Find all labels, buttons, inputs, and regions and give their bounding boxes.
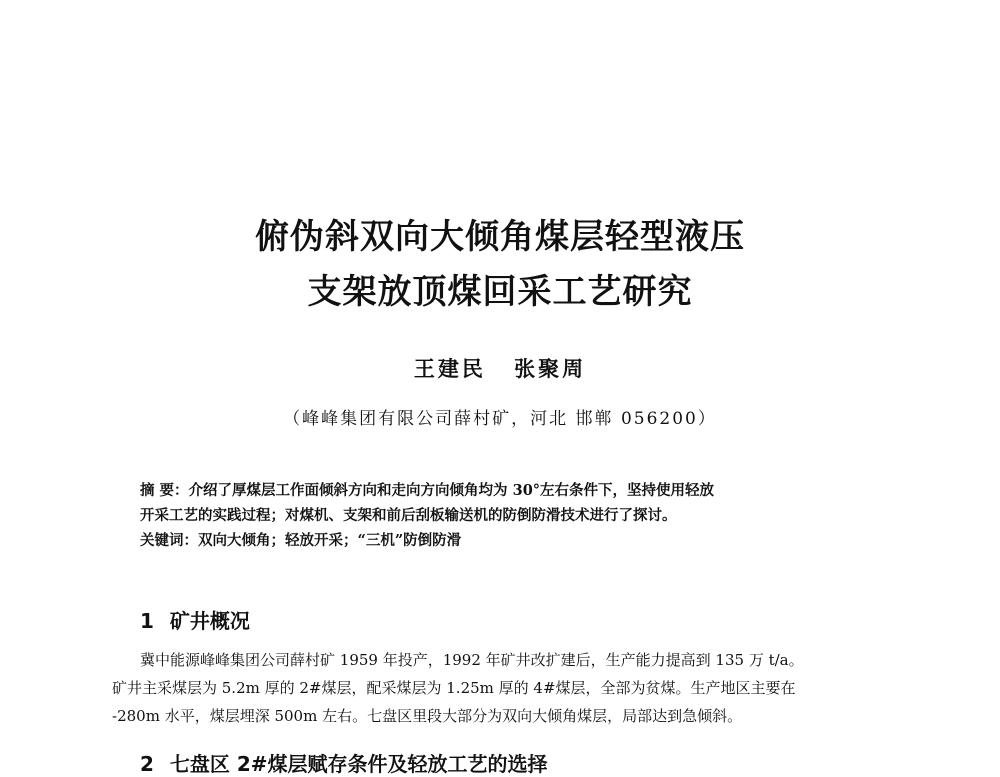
body-text-line-1: 冀中能源峰峰集团公司薛村矿 1959 年投产，1992 年矿井改扩建后，生产能力提高到 135 万 t/a。 [140,651,804,669]
keywords-text: 双向大倾角；轻放开采；“三机”防倒防滑 [198,532,462,549]
section-1-number: 1 [140,609,154,633]
keywords-label: 关键词： [140,533,198,549]
affiliation: （峰峰集团有限公司薛村矿，河北 邯郸 056200） [283,409,717,429]
authors: 王建民 张聚周 [413,356,587,381]
section-1-heading [140,605,250,634]
section-2-title: 七盘区 2#煤层赋存条件及轻放工艺的选择 [169,752,548,776]
body-text-line-3: -280m 水平，煤层埋深 500m 左右。七盘区里段大部分为双向大倾角煤层，局部达到急倾斜。 [112,707,743,725]
abstract-line-1 [140,478,880,504]
abstract-label: 摘 要： [140,483,189,499]
abstract-text-1: 介绍了厚煤层工作面倾斜方向和走向方向倾角均为 30°左右条件下，坚持使用轻放 [188,482,715,499]
keywords [140,528,880,554]
section-1-title: 矿井概况 [169,609,250,633]
body-text-line-2: 矿井主采煤层为 5.2m 厚的 2#煤层，配采煤层为 1.25m 厚的 4#煤层，全部为贫煤。生产地区主要在 [112,679,796,697]
section-2-number: 2 [140,752,154,776]
section-2-heading [140,748,548,777]
abstract-line-2: 开采工艺的实践过程；对煤机、支架和前后刮板输送机的防倒防滑技术进行了探讨。 [140,507,677,524]
paper-title-line-1: 俯伪斜双向大倾角煤层轻型液压 [255,217,745,257]
paper-title-line-2: 支架放顶煤回采工艺研究 [307,272,693,312]
